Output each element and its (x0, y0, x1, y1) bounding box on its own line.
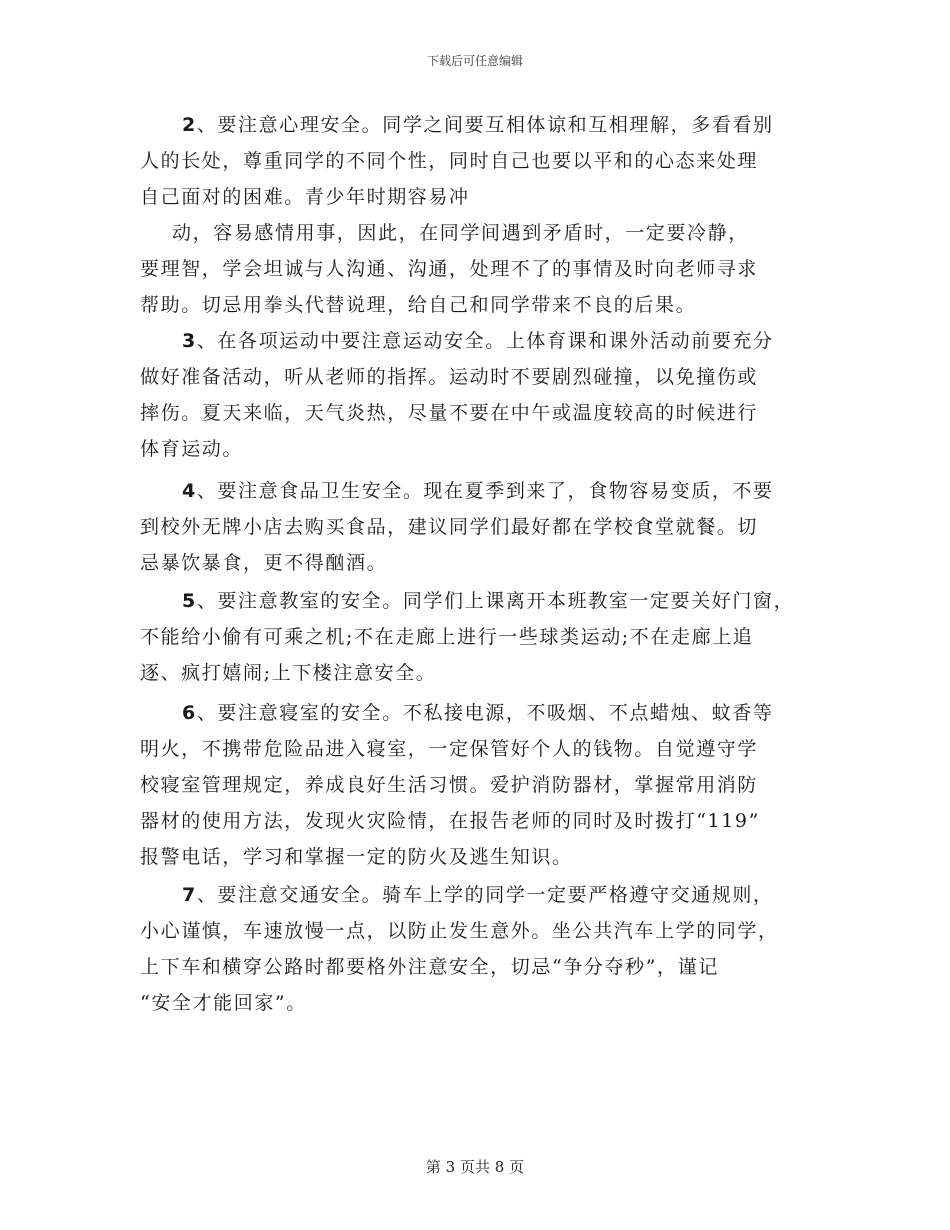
text-line (140, 768, 758, 802)
text-line (140, 620, 753, 654)
line-text: 器材的使用方法，发现火灾险情，在报告老师的同时及时拨打“119” (140, 810, 760, 832)
line-text: 小心谨慎，车速放慢一点，以防止发生意外。坐公共汽车上学的同学， (140, 920, 779, 942)
line-text: 忌暴饮暴食，更不得酗酒。 (140, 552, 388, 574)
text-line (140, 252, 758, 286)
line-text: 动，容易感情用事，因此，在同学间遇到矛盾时，一定要冷静， (172, 222, 749, 244)
text-line (140, 986, 307, 1020)
text-line (140, 360, 758, 394)
text-line (182, 474, 774, 508)
text-line (140, 840, 573, 874)
line-text: “安全才能回家”。 (140, 992, 307, 1014)
text-line (182, 108, 774, 142)
text-line (182, 878, 774, 912)
item-number: 4 (182, 480, 197, 502)
line-text: 体育运动。 (140, 438, 244, 460)
line-text: 、要注意教室的安全。同学们上课离开本班教室一定要关好门窗， (196, 590, 795, 612)
line-text: 做好准备活动，听从老师的指挥。运动时不要剧烈碰撞，以免撞伤或 (140, 366, 759, 388)
text-line (140, 180, 470, 214)
text-line (140, 804, 760, 838)
line-text: 上下车和横穿公路时都要格外注意安全，切忌“争分夺秒”，谨记 (140, 956, 719, 978)
line-text: 不能给小偷有可乘之机;不在走廊上进行一些球类运动;不在走廊上追 (140, 626, 754, 648)
line-text: 摔伤。夏天来临，天气炎热，尽量不要在中午或温度较高的时候进行 (140, 402, 759, 424)
line-text: 、要注意交通安全。骑车上学的同学一定要严格遵守交通规则， (196, 884, 774, 906)
line-text: 、要注意心理安全。同学之间要互相体谅和互相理解，多看看别 (196, 114, 774, 136)
line-text: 明火，不携带危险品进入寝室，一定保管好个人的钱物。自觉遵守学 (140, 738, 759, 760)
text-line (140, 732, 758, 766)
line-text: 逐、疯打嬉闹;上下楼注意安全。 (140, 662, 437, 684)
text-line (140, 914, 779, 948)
line-text: 帮助。切忌用拳头代替说理，给自己和同学带来不良的后果。 (140, 294, 697, 316)
text-line (140, 656, 436, 690)
line-text: 要理智，学会坦诚与人沟通、沟通，处理不了的事情及时向老师寻求 (140, 258, 759, 280)
page-header: 下载后可任意编辑 (426, 54, 523, 68)
page-number: 第 3 页共 8 页 (425, 1158, 525, 1176)
text-line (140, 546, 387, 580)
line-text: 、在各项运动中要注意运动安全。上体育课和课外活动前要充分 (196, 330, 774, 352)
text-line (140, 950, 719, 984)
text-line (172, 216, 749, 250)
text-line (182, 324, 774, 358)
text-line (182, 584, 794, 618)
line-text: 人的长处，尊重同学的不同个性，同时自己也要以平和的心态来处理 (140, 150, 759, 172)
line-text: 自己面对的困难。青少年时期容易冲 (140, 186, 470, 208)
item-number: 7 (182, 884, 197, 906)
item-number: 5 (182, 590, 197, 612)
text-line (140, 432, 243, 466)
line-text: 报警电话，学习和掌握一定的防火及逃生知识。 (140, 846, 573, 868)
text-line (140, 144, 758, 178)
text-line (140, 396, 758, 430)
item-number: 6 (182, 702, 197, 724)
line-text: 、要注意寝室的安全。不私接电源，不吸烟、不点蜡烛、蚊香等 (196, 702, 774, 724)
item-number: 2 (182, 114, 197, 136)
item-number: 3 (182, 330, 197, 352)
line-text: 到校外无牌小店去购买食品，建议同学们最好都在学校食堂就餐。切 (140, 516, 759, 538)
text-line (140, 510, 758, 544)
text-line (182, 696, 774, 730)
text-line (140, 288, 696, 322)
line-text: 校寝室管理规定，养成良好生活习惯。爱护消防器材，掌握常用消防 (140, 774, 759, 796)
line-text: 、要注意食品卫生安全。现在夏季到来了，食物容易变质，不要 (196, 480, 774, 502)
